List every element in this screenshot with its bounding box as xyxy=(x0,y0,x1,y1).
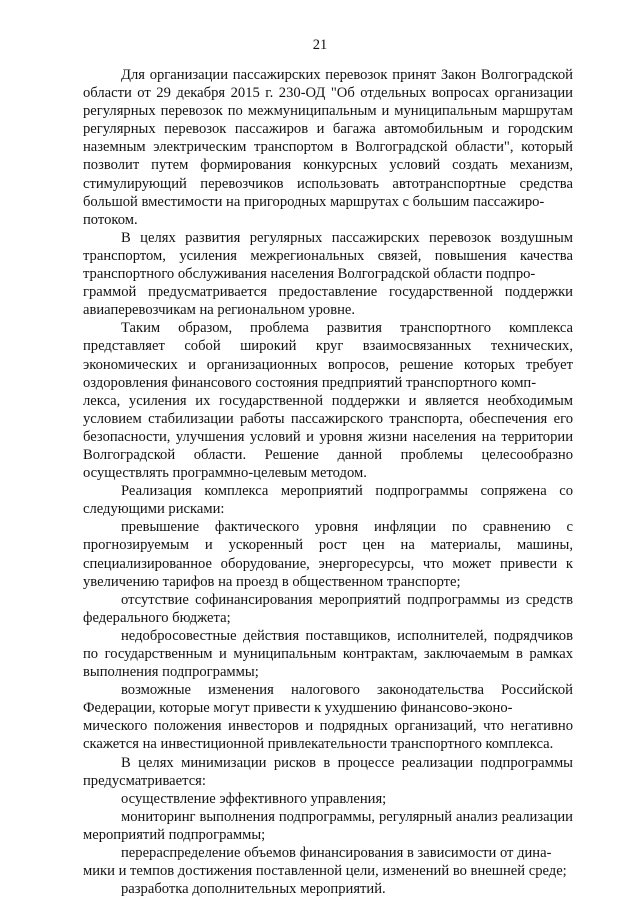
page-number: 21 xyxy=(312,37,328,53)
paragraph-air-transport: В целях развития регулярных пассажирских перевозок воздушным транспортом, усиления межрегиональных связей, повышения качества транспортного обслуживания населения Волгоградской области подпро- граммой предусматривается предоставление государственной поддержки авиаперевозчикам на региональном уровне. xyxy=(83,229,573,319)
paragraph-risks-intro: Реализация комплекса мероприятий подпрограммы сопряжена со следующими рисками: xyxy=(83,483,573,518)
paragraph-mitigation-intro: В целях минимизации рисков в процессе реализации подпрограммы предусматривается: xyxy=(83,754,573,789)
document-body xyxy=(83,66,573,898)
paragraph-law-adoption: Для организации пассажирских перевозок принят Закон Волгоградской области от 29 декабря 2015 г. 230-ОД "Об отдельных вопросах организации регулярных перевозок по межмуниципальным и муниципальным маршрутам регулярных перевозок пассажиров и багажа автомобильным и городским наземным электрическим транспортом в Волгоградской области", который позволит путем формирования конкурсных условий создать механизм, стимулирующий перевозчиков использовать автотранспортные средства большой вместимости на пригородных маршрутах с большим пассажиро- потоком. xyxy=(83,67,573,228)
risk-item-inflation: превышение фактического уровня инфляции по сравнению с прогнозируемым и ускоренный рост цен на материалы, машины, специализированное оборудование, энергоресурсы, что может привести к увеличению тарифов на проезд в общественном транспорте; xyxy=(83,519,573,590)
mitigation-item-monitoring: мониторинг выполнения подпрограммы, регулярный анализ реализации мероприятий подпрограммы; xyxy=(83,808,573,843)
risk-item-contractors: недобросовестные действия поставщиков, исполнителей, подрядчиков по государственным и муниципальным контрактам, заключаемым в рамках выполнения подпрограммы; xyxy=(83,627,573,681)
paragraph-problem-summary: Таким образом, проблема развития транспортного комплекса представляет собой широкий круг взаимосвязанных технических, экономических и организационных вопросов, решение которых требует оздоровления финансового состояния предприятий транспортного комп- лекса, усиления их государственной поддержки и является необходимым условием стабилизации работы пассажирского транспорта, обеспечения его безопасности, улучшения условий и уровня жизни населения на территории Волгоградской области. Решение данной проблемы целесообразно осуществлять программно-целевым методом. xyxy=(83,320,573,482)
mitigation-item-additional-measures: разработка дополнительных мероприятий. xyxy=(121,881,386,898)
mitigation-item-management: осуществление эффективного управления; xyxy=(121,790,387,807)
risk-item-federal-funding: отсутствие софинансирования мероприятий подпрограммы из средств федерального бюджета; xyxy=(83,591,573,626)
mitigation-item-redistribution: перераспределение объемов финансирования в зависимости от дина- мики и темпов достижения поставленной цели, изменений во внешней среде; xyxy=(83,845,567,880)
risk-item-tax-changes: возможные изменения налогового законодательства Российской Федерации, которые могут привести к ухудшению финансово-эконо- мического положения инвесторов и подрядных организаций, что негативно скажется на инвестиционной привлекательности транспортного комплекса. xyxy=(83,682,573,753)
